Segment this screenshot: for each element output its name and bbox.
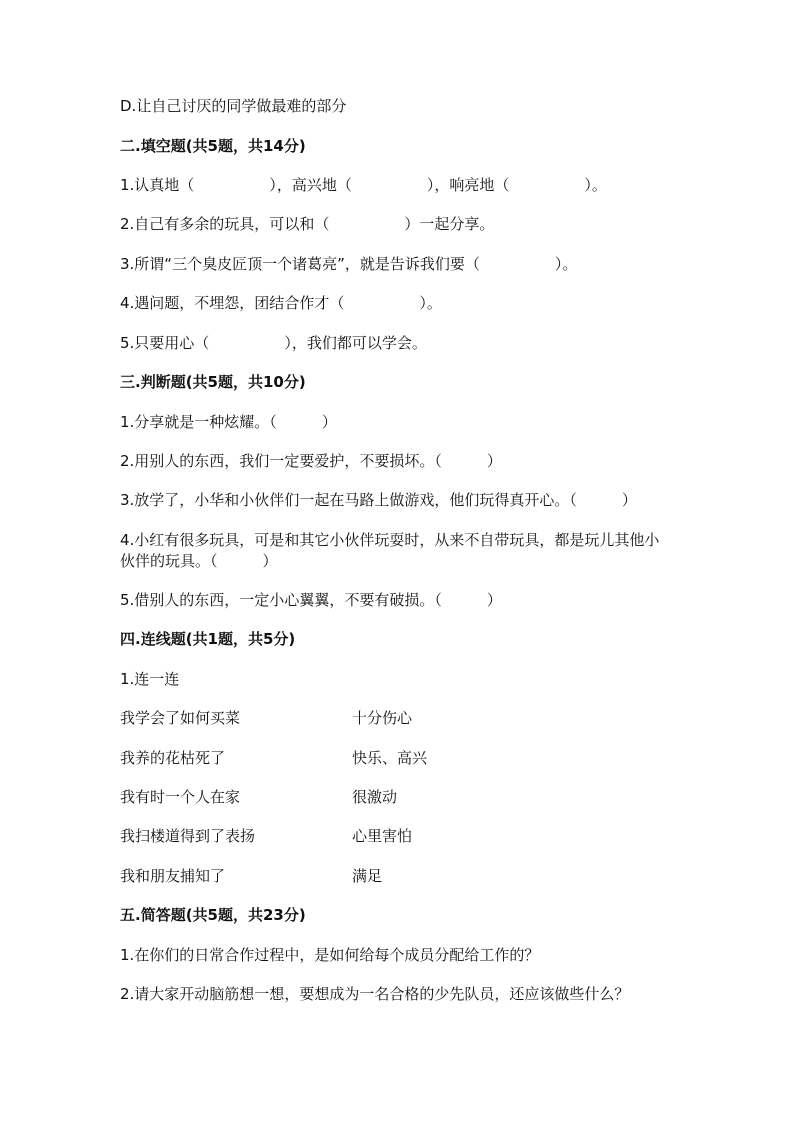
section-short-title: 五.简答题(共5题，共23分) bbox=[120, 906, 306, 924]
match-right-item: 快乐、高兴 bbox=[352, 749, 428, 767]
judge-question-4: 4.小红有很多玩具，可是和其它小伙伴玩耍时，从来不自带玩具，都是玩儿其他小伙伴的玩具。（ ） bbox=[120, 531, 660, 570]
fill-question-1: 1.认真地（ ），高兴地（ ），响亮地（ ）。 bbox=[120, 176, 607, 194]
short-question-1: 1.在你们的日常合作过程中，是如何给每个成员分配给工作的？ bbox=[120, 946, 540, 964]
match-right-item: 很激动 bbox=[352, 788, 398, 806]
judge-question-1: 1.分享就是一种炫耀。（ ） bbox=[120, 413, 337, 431]
match-left-item: 我有时一个人在家 bbox=[120, 788, 241, 806]
match-right-item: 心里害怕 bbox=[352, 827, 413, 845]
match-left-item: 我扫楼道得到了表扬 bbox=[120, 827, 256, 845]
fill-question-5: 5.只要用心（ ），我们都可以学会。 bbox=[120, 334, 427, 352]
section-fill-title: 二.填空题(共5题，共14分) bbox=[120, 137, 306, 155]
section-match-title: 四.连线题(共1题，共5分) bbox=[120, 630, 296, 648]
fill-question-4: 4.遇问题，不埋怨，团结合作才（ ）。 bbox=[120, 294, 442, 312]
judge-question-3: 3.放学了，小华和小伙伴们一起在马路上做游戏，他们玩得真开心。（ ） bbox=[120, 491, 637, 509]
judge-question-5: 5.借别人的东西，一定小心翼翼，不要有破损。（ ） bbox=[120, 591, 502, 609]
match-left-item: 我学会了如何买菜 bbox=[120, 709, 241, 727]
section-judge-title: 三.判断题(共5题，共10分) bbox=[120, 373, 306, 391]
match-right-item: 满足 bbox=[352, 867, 383, 885]
short-question-2: 2.请大家开动脑筋想一想，要想成为一名合格的少先队员，还应该做些什么？ bbox=[120, 985, 630, 1003]
match-right-item: 十分伤心 bbox=[352, 709, 413, 727]
match-left-item: 我养的花枯死了 bbox=[120, 749, 226, 767]
previous-option-d: D.让自己讨厌的同学做最难的部分 bbox=[120, 97, 347, 115]
fill-question-3: 3.所谓“三个臭皮匠顶一个诸葛亮”，就是告诉我们要（ ）。 bbox=[120, 255, 578, 273]
match-left-item: 我和朋友捕知了 bbox=[120, 867, 226, 885]
match-question: 1.连一连 bbox=[120, 670, 180, 688]
judge-question-2: 2.用别人的东西，我们一定要爱护，不要损坏。（ ） bbox=[120, 452, 502, 470]
fill-question-2: 2.自己有多余的玩具，可以和（ ）一起分享。 bbox=[120, 215, 495, 233]
